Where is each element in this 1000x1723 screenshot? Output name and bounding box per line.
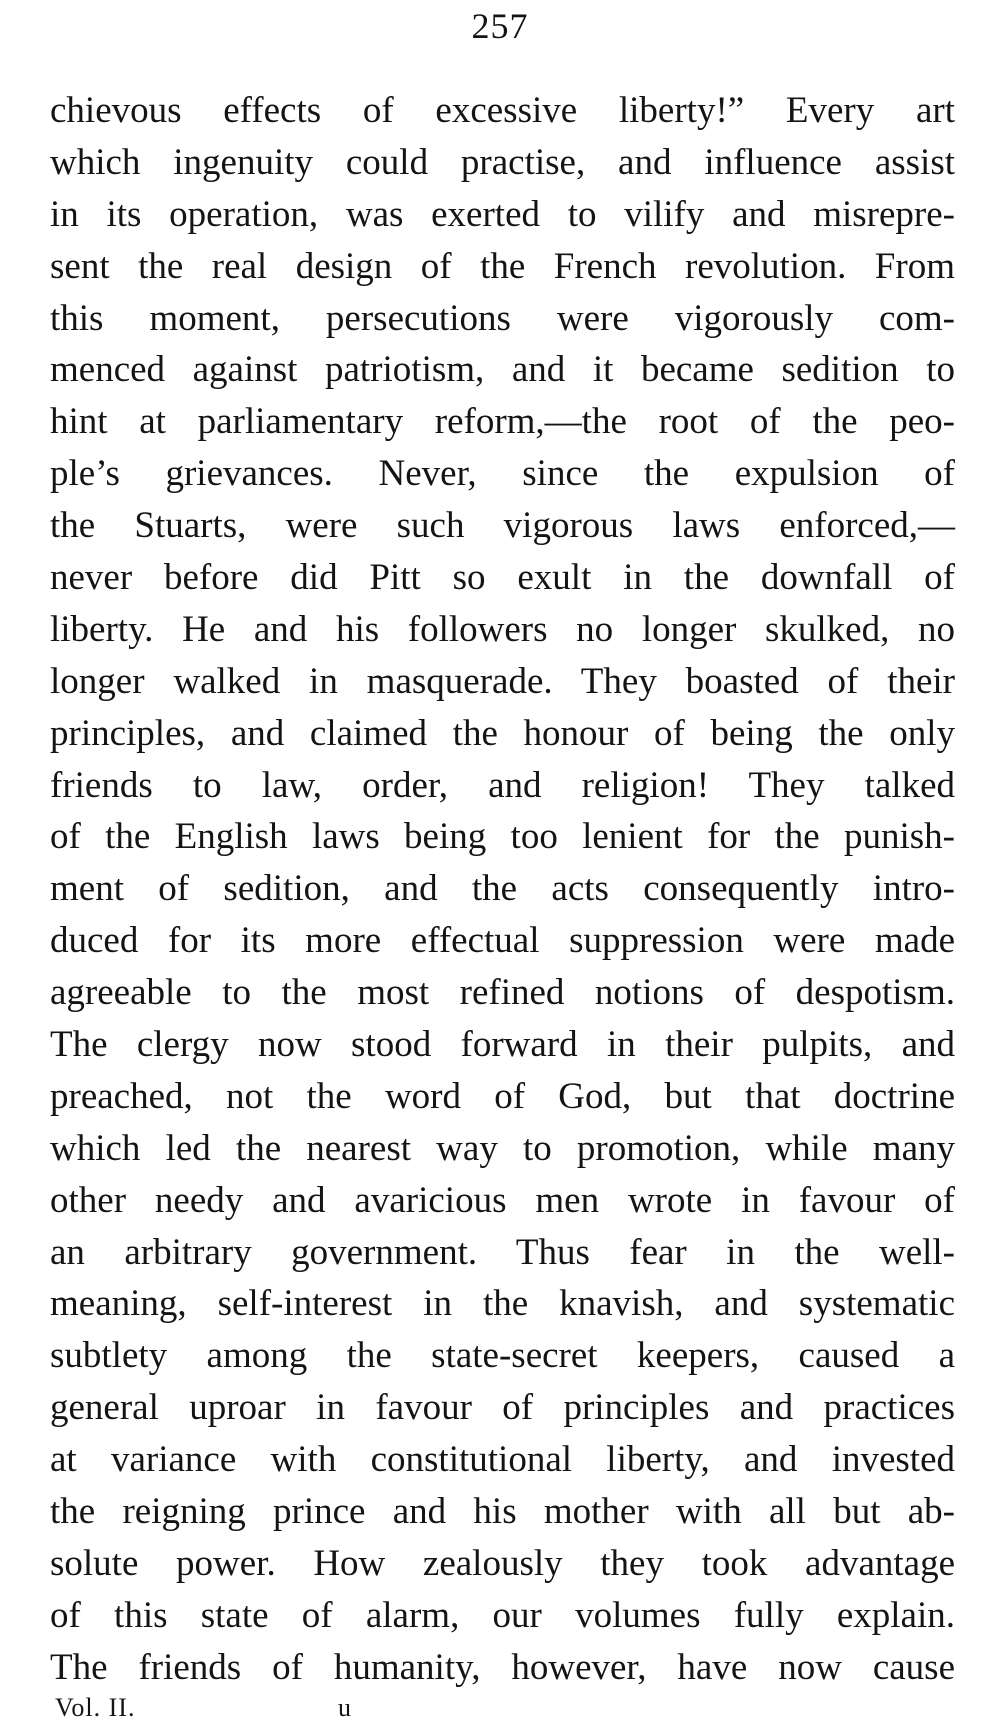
text-line: ple’s grievances. Never, since the expulsion of: [50, 453, 955, 495]
text-line: never before did Pitt so exult in the downfall of: [50, 557, 955, 599]
text-line: at variance with constitutional liberty, and invested: [50, 1439, 955, 1481]
text-line: agreeable to the most refined notions of despotism.: [50, 972, 955, 1014]
text-line: which ingenuity could practise, and influence assist: [50, 141, 955, 183]
signature-mark: Vol. II. u: [55, 1693, 352, 1722]
text-line: the Stuarts, were such vigorous laws enforced,—: [50, 505, 955, 547]
text-line: menced against patriotism, and it became sedition to: [50, 349, 955, 391]
text-line: preached, not the word of God, but that doctrine: [50, 1075, 955, 1117]
text-line: friends to law, order, and religion! They talked: [50, 764, 955, 806]
text-line: meaning, self-interest in the knavish, and systematic: [50, 1283, 955, 1325]
text-line: of this state of alarm, our volumes fully explain.: [50, 1594, 955, 1636]
text-line: chievous effects of excessive liberty!” Every art: [50, 90, 955, 131]
text-line: in its operation, was exerted to vilify and misrepre-: [50, 193, 955, 235]
text-line: an arbitrary government. Thus fear in the well-: [50, 1231, 955, 1273]
text-line: other needy and avaricious men wrote in favour of: [50, 1179, 955, 1221]
text-line: liberty. He and his followers no longer skulked, no: [50, 608, 955, 650]
text-line: which led the nearest way to promotion, while many: [50, 1127, 955, 1169]
text-line: this moment, persecutions were vigorously com-: [50, 297, 955, 339]
body-text: [50, 85, 955, 1694]
text-line: subtlety among the state-secret keepers, caused a: [50, 1335, 955, 1377]
text-line: The clergy now stood forward in their pulpits, and: [50, 1024, 955, 1066]
text-line: the reigning prince and his mother with all but ab-: [50, 1491, 955, 1533]
text-line: sent the real design of the French revolution. From: [50, 245, 955, 287]
text-line: general uproar in favour of principles and practices: [50, 1387, 955, 1429]
text-line: principles, and claimed the honour of being the only: [50, 712, 955, 754]
text-line: longer walked in masquerade. They boasted of their: [50, 660, 955, 702]
page-number: 257: [471, 6, 529, 46]
text-line: solute power. How zealously they took advantage: [50, 1542, 955, 1584]
text-line: hint at parliamentary reform,—the root of the peo-: [50, 401, 955, 443]
text-line: ment of sedition, and the acts consequently intro-: [50, 868, 955, 910]
text-line: of the English laws being too lenient for the punish-: [50, 816, 955, 858]
text-line: duced for its more effectual suppression were made: [50, 920, 955, 962]
text-line: The friends of humanity, however, have now cause: [50, 1646, 955, 1688]
